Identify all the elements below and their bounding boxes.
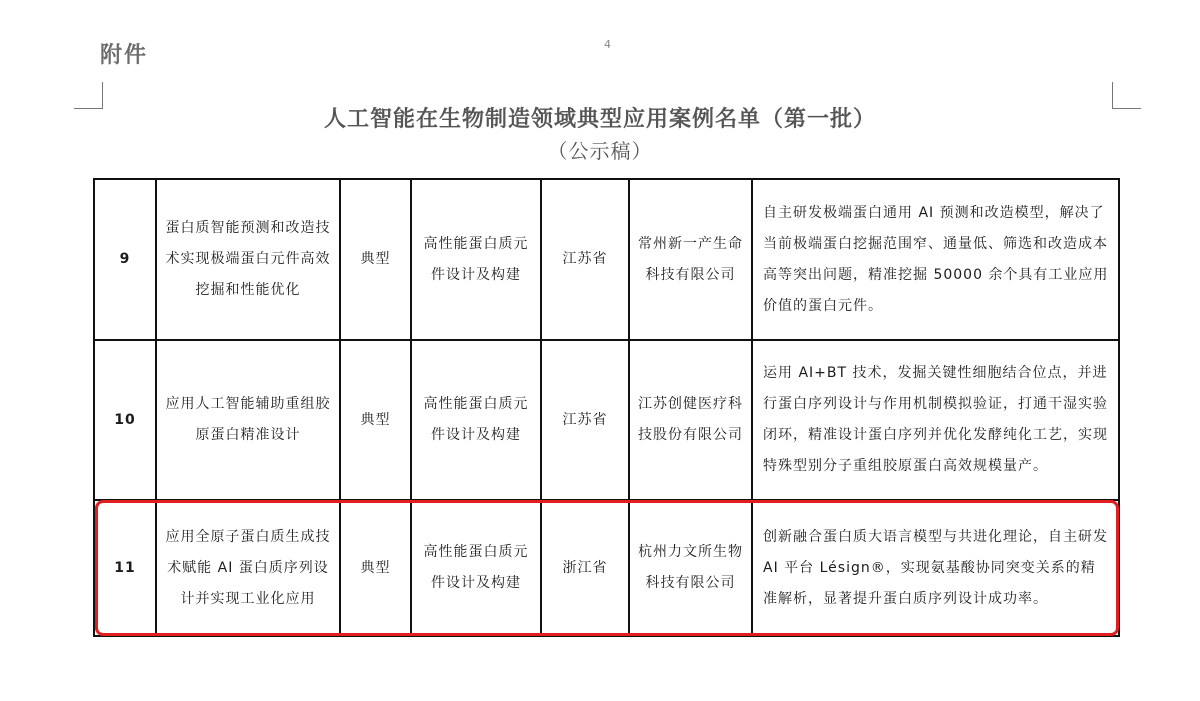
case-number: 9 xyxy=(94,179,156,340)
case-company: 杭州力文所生物科技有限公司 xyxy=(629,500,752,636)
case-name: 蛋白质智能预测和改造技术实现极端蛋白元件高效挖掘和性能优化 xyxy=(156,179,340,340)
case-province: 浙江省 xyxy=(541,500,629,636)
case-type: 典型 xyxy=(340,500,411,636)
case-type: 典型 xyxy=(340,340,411,500)
case-name: 应用人工智能辅助重组胶原蛋白精准设计 xyxy=(156,340,340,500)
case-description: 创新融合蛋白质大语言模型与共进化理论，自主研发 AI 平台 Lésign®，实现氨基酸协同突变关系的精准解析，显著提升蛋白质序列设计成功率。 xyxy=(752,500,1119,636)
document-title: 人工智能在生物制造领域典型应用案例名单（第一批） xyxy=(323,107,876,132)
case-number: 10 xyxy=(94,340,156,500)
case-table xyxy=(93,178,1120,637)
case-province: 江苏省 xyxy=(541,340,629,500)
case-category: 高性能蛋白质元件设计及构建 xyxy=(411,179,541,340)
case-company: 常州新一产生命科技有限公司 xyxy=(629,179,752,340)
table-row xyxy=(94,179,1119,340)
case-company: 江苏创健医疗科技股份有限公司 xyxy=(629,340,752,500)
case-province: 江苏省 xyxy=(541,179,629,340)
page-number: 4 xyxy=(604,38,611,51)
case-description: 自主研发极端蛋白通用 AI 预测和改造模型，解决了当前极端蛋白挖掘范围窄、通量低、筛选和改造成本高等突出问题，精准挖掘 50000 余个具有工业应用价值的蛋白元件。 xyxy=(752,179,1119,340)
case-name: 应用全原子蛋白质生成技术赋能 AI 蛋白质序列设计并实现工业化应用 xyxy=(156,500,340,636)
table-row-highlighted xyxy=(94,500,1119,636)
case-number: 11 xyxy=(94,500,156,636)
case-category: 高性能蛋白质元件设计及构建 xyxy=(411,340,541,500)
case-type: 典型 xyxy=(340,179,411,340)
case-description: 运用 AI+BT 技术，发掘关键性细胞结合位点，并进行蛋白序列设计与作用机制模拟验证，打通干湿实验闭环，精准设计蛋白序列并优化发酵纯化工艺，实现特殊型别分子重组胶原蛋白高效规模量产。 xyxy=(752,340,1119,500)
document-subtitle: （公示稿） xyxy=(547,139,653,163)
table-row xyxy=(94,340,1119,500)
case-category: 高性能蛋白质元件设计及构建 xyxy=(411,500,541,636)
attachment-label: 附件 xyxy=(100,43,149,68)
